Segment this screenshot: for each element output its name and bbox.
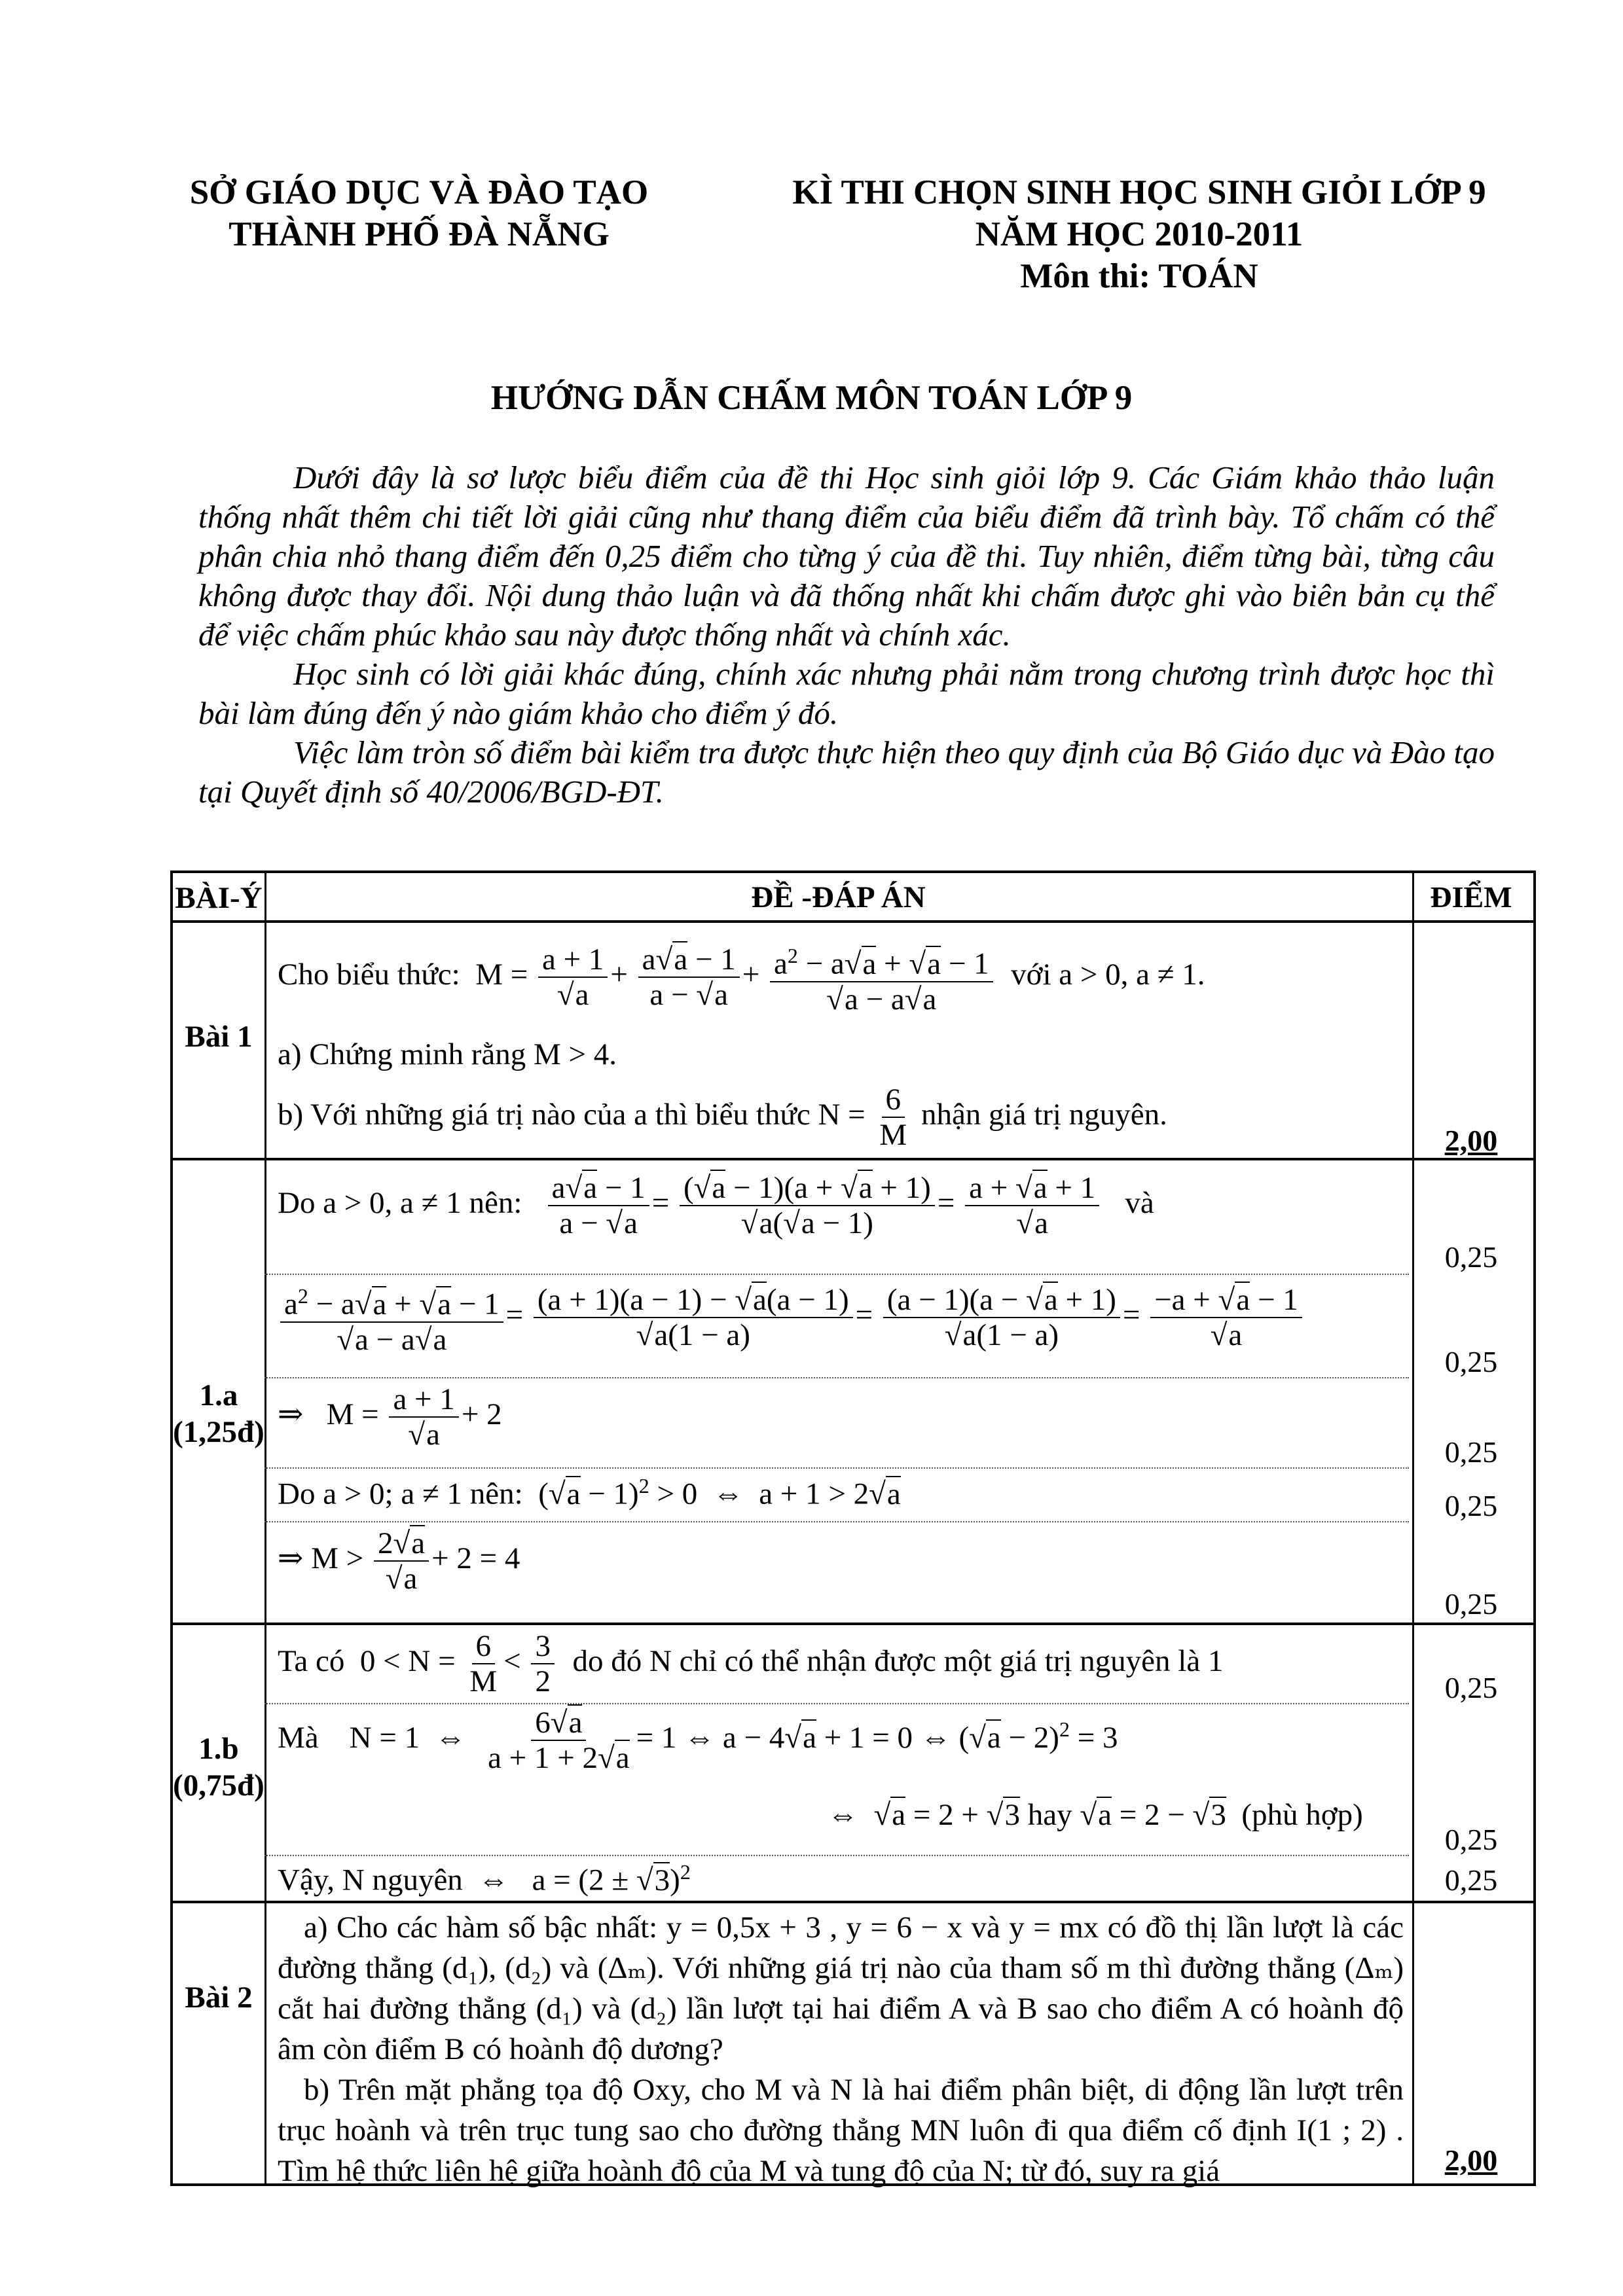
exam-name: KÌ THI CHỌN SINH HỌC SINH GIỎI LỚP 9 xyxy=(792,173,1486,211)
col-header-points: ĐIỂM xyxy=(1430,880,1512,914)
q1a-points-2: 0,25 xyxy=(1444,1345,1498,1378)
q1a-step-3: ⇒ M = $\frac{a + 1}{√a}$ + 2 xyxy=(278,1382,502,1452)
column-divider xyxy=(1412,873,1414,2183)
bai1-label: Bài 1 xyxy=(185,1020,253,1054)
bai2-label: Bài 2 xyxy=(185,1981,253,2015)
q1b-label: 1.b (0,75đ) xyxy=(173,1732,264,1803)
row-divider xyxy=(264,1703,1409,1704)
bai2-part-a: a) Cho các hàm số bậc nhất: y = 0,5x + 3 , y = 6 − x và y = mx có đồ thị lần lượt là các đường thẳng (d₁), (d₂) và (Δₘ). Với những giá trị nào của tham số m thì đường thẳng (Δₘ) cắt hai đường thẳng (d₁) và (d₂) lần lượt tại hai điểm A và B sao cho điểm A có hoành độ âm còn điểm B có hoành độ dương? xyxy=(278,1910,1404,2066)
answer-table xyxy=(170,870,1536,2186)
row-divider xyxy=(264,1855,1409,1856)
row-divider xyxy=(173,1623,1533,1625)
row-divider xyxy=(173,1901,1533,1903)
q1b-points-3: 0,25 xyxy=(1444,1863,1498,1897)
q1b-step-1: Ta có 0 < N = $\frac{6}{M}$ < $\frac{3}{2}$ do đó N chỉ có thể nhận được một giá trị nguyên là 1 xyxy=(278,1629,1224,1698)
bai1-expression: Cho biểu thức: M = $\frac{a + 1}{√a}$ + $\frac{a√a - 1}{a - √a}$ + $\frac{a^2 - a√a + √a - 1}{√a - a√a}$ với a > 0, a ≠ 1. xyxy=(278,939,1205,1016)
intro-paragraph-3: Việc làm tròn số điểm bài kiểm tra được thực hiện theo quy định của Bộ Giáo dục và Đào tạo tại Quyết định số 40/2006/BGD-ĐT. xyxy=(198,734,1495,810)
bai2-points: 2,00 xyxy=(1444,2144,1498,2177)
q1b-points-2: 0,25 xyxy=(1444,1823,1498,1856)
bai2-part-b: b) Trên mặt phẳng tọa độ Oxy, cho M và N là hai điểm phân biệt, di động lần lượt trên trục hoành và trên trục tung sao cho đường thẳng MN luôn đi qua điểm cố định I(1 ; 2) . Tìm hệ thức liên hệ giữa hoành độ của M và tung độ của N; từ đó, suy ra giá xyxy=(278,2073,1404,2188)
intro-paragraph-1: Dưới đây là sơ lược biểu điểm của đề thi Học sinh giỏi lớp 9. Các Giám khảo thảo luận thống nhất thêm chi tiết lời giải cũng như thang điểm của biểu điểm đã trình bày. Tổ chấm có thể phân chia nhỏ thang điểm đến 0,25 điểm cho từng ý của đề thi. Tuy nhiên, điểm từng bài, từng câu không được thay đổi. Nội dung thảo luận và đã thống nhất khi chấm được ghi vào biên bản cụ thể để việc chấm phúc khảo sau này được thống nhất và chính xác. xyxy=(198,459,1495,653)
bai1-condition: với a > 0, a ≠ 1. xyxy=(1011,958,1205,992)
city-name: THÀNH PHỐ ĐÀ NẴNG xyxy=(228,215,610,253)
column-divider xyxy=(264,873,266,2183)
row-divider xyxy=(264,1274,1409,1275)
q1a-points-3: 0,25 xyxy=(1444,1435,1498,1469)
row-divider xyxy=(264,1377,1409,1378)
intro-paragraph-2: Học sinh có lời giải khác đúng, chính xác nhưng phải nằm trong chương trình được học thì bài làm đúng đến ý nào giám khảo cho điểm ý đó. xyxy=(198,656,1495,731)
q1a-step-4: Do a > 0; a ≠ 1 nên: $(√a - 1)^2 > 0$ ⇔ a + 1 > 2√a xyxy=(278,1474,901,1511)
q1a-step-5: ⇒ M > $\frac{2√a}{√a}$ + 2 = 4 xyxy=(278,1526,520,1596)
col-header-answer: ĐỀ -ĐÁP ÁN xyxy=(751,880,926,914)
department-name: SỞ GIÁO DỤC VÀ ĐÀO TẠO xyxy=(189,173,649,211)
document-title: HƯỚNG DẪN CHẤM MÔN TOÁN LỚP 9 xyxy=(490,379,1133,417)
row-divider xyxy=(173,1158,1533,1160)
col-header-item: BÀI-Ý xyxy=(175,881,263,915)
row-divider xyxy=(264,1467,1409,1469)
header-left xyxy=(157,171,681,255)
header-right xyxy=(740,171,1539,297)
subject: Môn thi: TOÁN xyxy=(1020,257,1258,295)
q1a-step-2: $\frac{a^2 - a√a + √a - 1}{√a - a√a}$ = $\frac{(a + 1)(a - 1) - √a(a - 1)}{√a(1 - a)}$ = $\frac{(a - 1)(a - √a + 1)}{√a(1 - a)}$ = $\frac{-a + √a - 1}{√a}$ xyxy=(278,1279,1305,1357)
row-divider xyxy=(173,920,1533,923)
q1b-points-1: 0,25 xyxy=(1444,1671,1498,1704)
q1a-points-4: 0,25 xyxy=(1444,1489,1498,1522)
q1a-step-1: Do a > 0, a ≠ 1 nên: $\frac{a√a - 1}{a - √a}$ = $\frac{(√a - 1)(a + √a + 1)}{√a(√a - 1)}$ = $\frac{a + √a + 1}{√a}$ và xyxy=(278,1171,1154,1240)
bai1-part-a: a) Chứng minh rằng M > 4. xyxy=(278,1037,617,1071)
school-year: NĂM HỌC 2010-2011 xyxy=(975,215,1304,253)
bai1-points: 2,00 xyxy=(1444,1124,1498,1157)
q1a-points-1: 0,25 xyxy=(1444,1240,1498,1274)
q1b-step-3: ⇔ √a = 2 + √3 hay √a = 2 − √3 (phù hợp) xyxy=(828,1798,1363,1832)
q1a-points-5: 0,25 xyxy=(1444,1587,1498,1621)
q1a-label: 1.a (1,25đ) xyxy=(173,1378,264,1449)
bai1-intro: Cho biểu thức: xyxy=(278,958,460,992)
q1b-step-2: Mà N = 1 ⇔ $\frac{6√a}{a + 1 + 2√a}$ = 1 ⇔ a − 4√a + 1 = 0 ⇔ $(√a - 2)^2 = 3$ xyxy=(278,1706,1118,1775)
bai1-part-b: b) Với những giá trị nào của a thì biểu thức N = $\frac{6}{M}$ nhận giá trị nguyên. xyxy=(278,1083,1167,1152)
row-divider xyxy=(264,1521,1409,1522)
intro-text xyxy=(198,458,1495,812)
q1b-step-4: Vậy, N nguyên ⇔ $a = (2 \pm √3)^2$ xyxy=(278,1860,691,1897)
